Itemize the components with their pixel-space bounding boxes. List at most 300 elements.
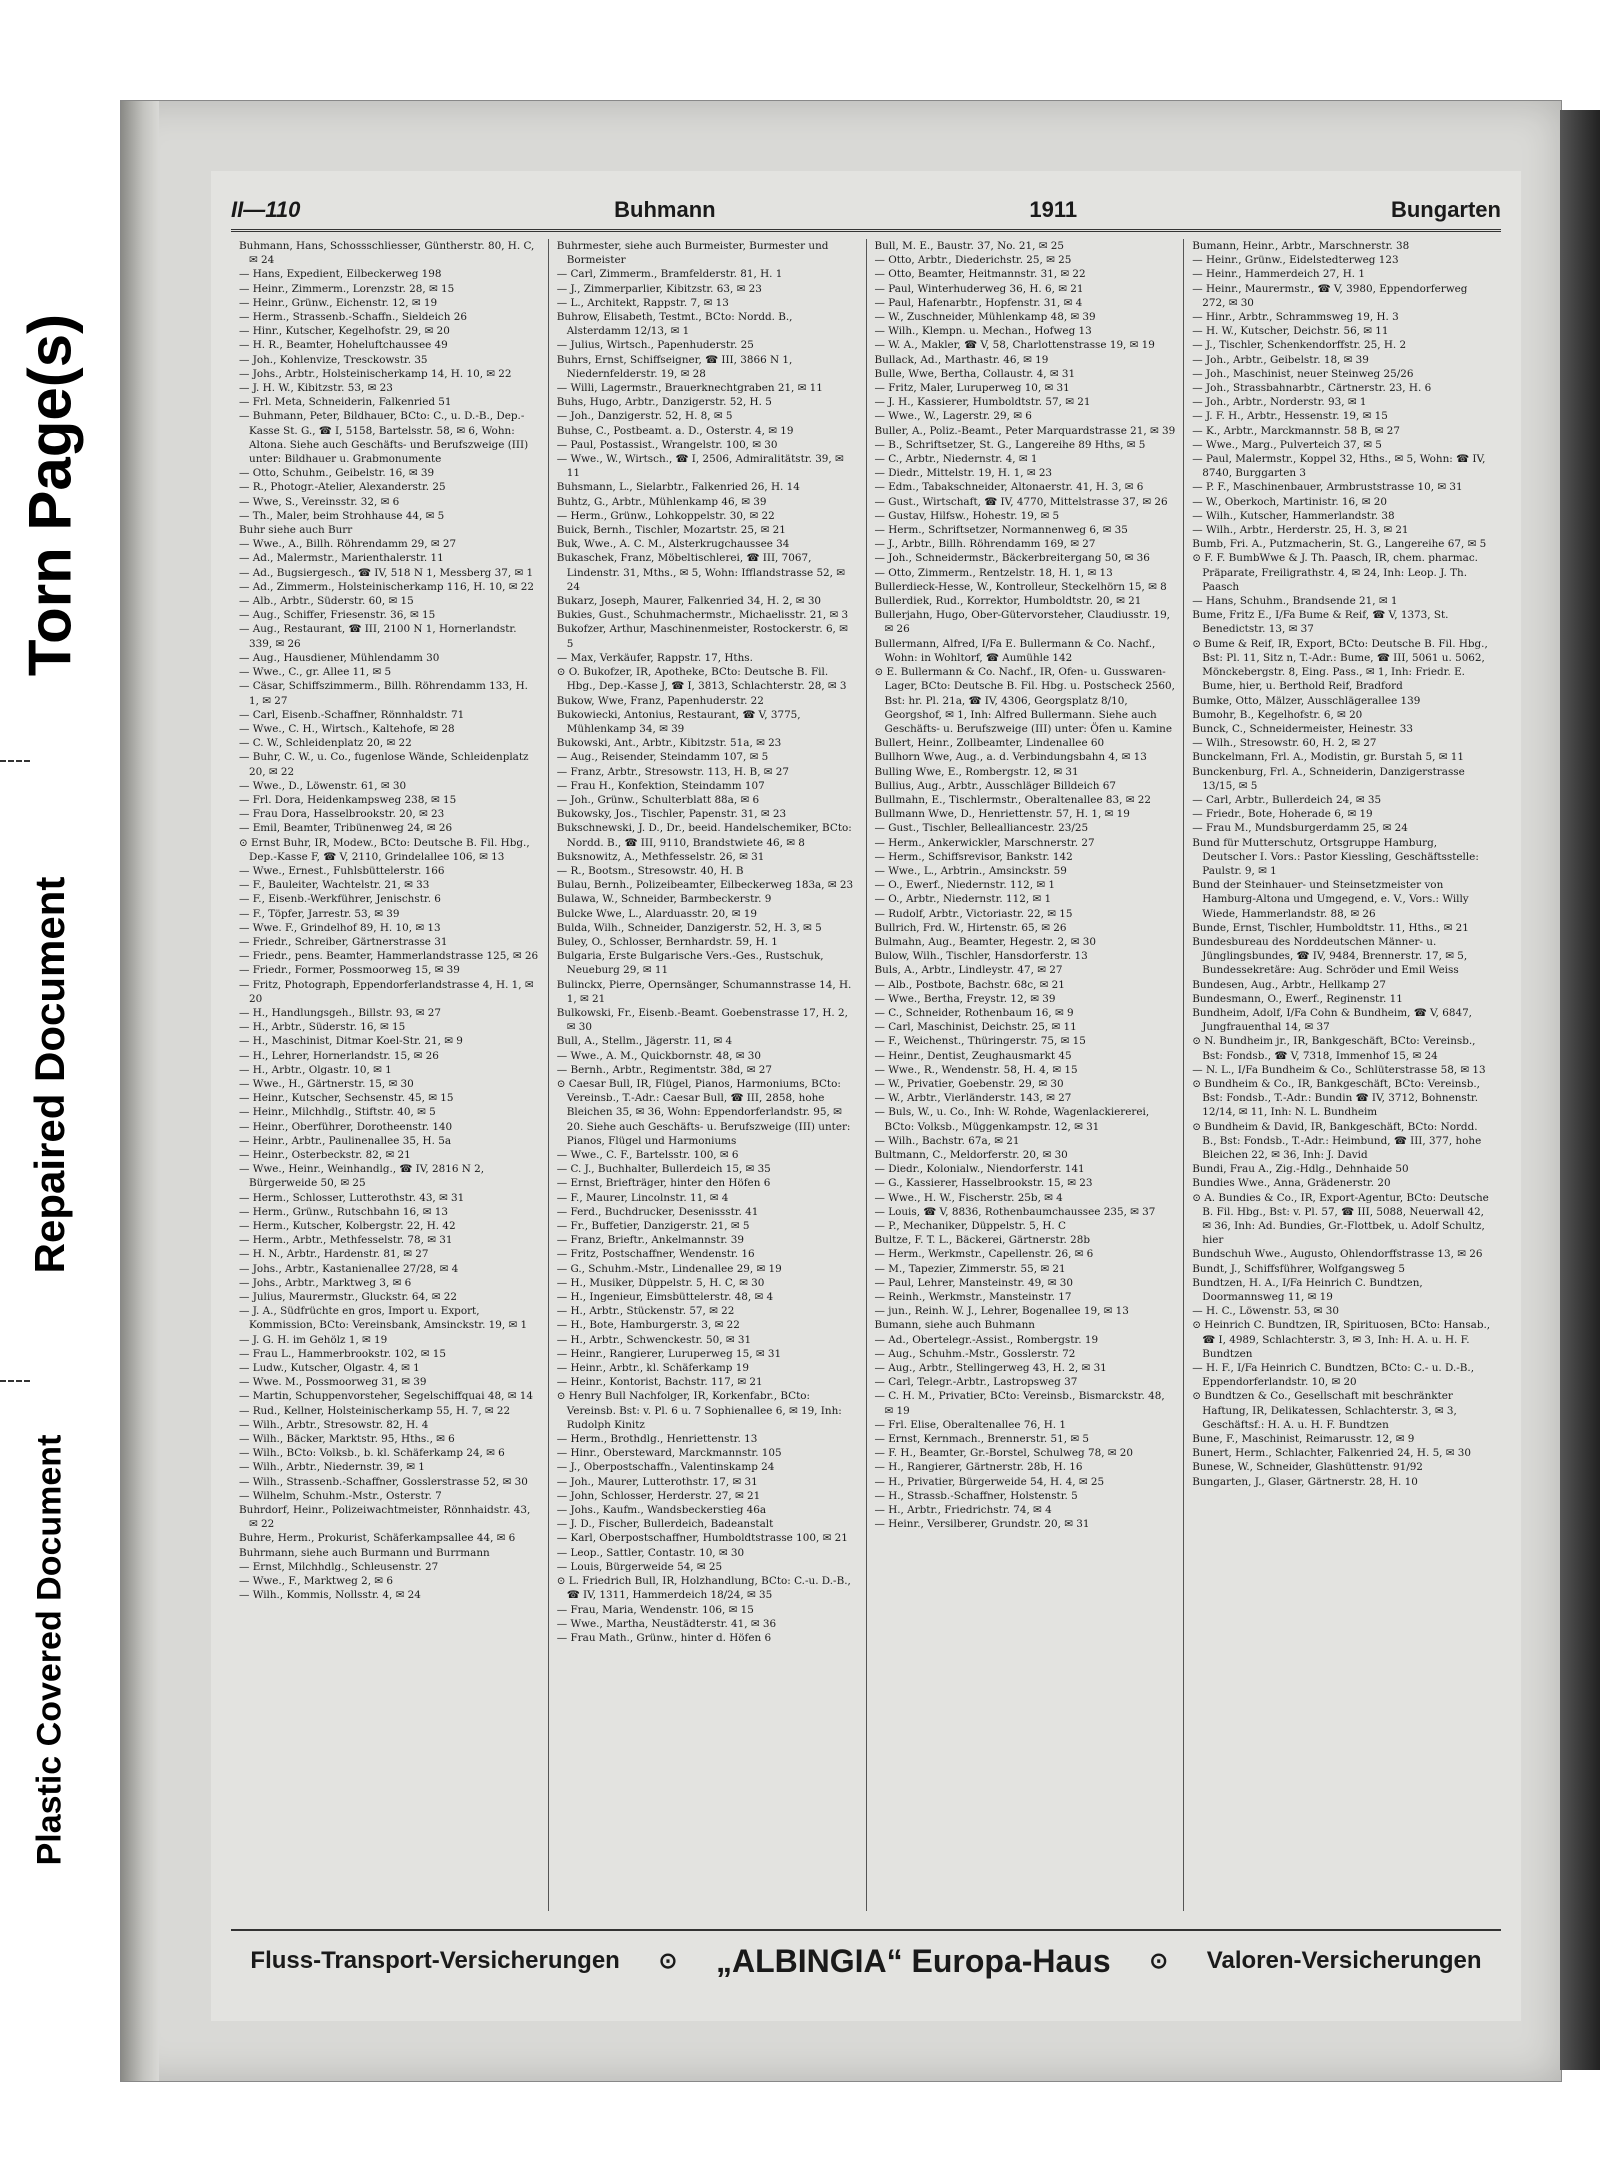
directory-entry: Buhrmester, siehe auch Burmeister, Burmester und Bormeister [556, 240, 829, 267]
directory-entry: ⊙ E. Bullermann & Co. Nachf., IR, Ofen- u. Gusswaren-Lager, BCto: Deutsche B. Fil. Hbg. u. Postscheck 2560, Bst: hr. Pl. 21a, ☎ IV, 4306, Georgsplatz 8/10, Georgshof, ✉ 1, Inh: Alfred Bullermann. Siehe auch Geschäfts- u. Berufszweige (III) unter: Öfen u. Kamine [874, 666, 1175, 735]
torn-pages-label: Torn Page(s) [16, 313, 84, 677]
directory-entry: — Heinr., Arbtr., Paulinenallee 35, H. 5a [239, 1134, 452, 1147]
directory-entry: — Heinr., Grünw., Eidelstedterweg 123 [1192, 254, 1399, 267]
directory-entry: — H., Ingenieur, Eimsbüttelerstr. 48, ✉ 4 [556, 1291, 774, 1304]
directory-entry: Bumann, siehe auch Buhmann [874, 1319, 1035, 1332]
directory-entry: Bultmann, C., Meldorferstr. 20, ✉ 30 [874, 1149, 1068, 1161]
directory-entry: — Johs., Arbtr., Holsteinischerkamp 14, H. 10, ✉ 22 [239, 367, 512, 380]
directory-entry: Buhmann, Hans, Schossschliesser, Güntherstr. 80, H. C, ✉ 24 [239, 240, 535, 267]
directory-entry: Bungarten, J., Glaser, Gärtnerstr. 28, H. 10 [1192, 1475, 1418, 1488]
directory-entry: — J. D., Fischer, Bullerdeich, Badeanstalt [556, 1518, 774, 1531]
directory-entry: — Herm., Strassenb.-Schaffn., Sieldeich 26 [239, 311, 467, 324]
directory-entry: — Wwe., R., Wendenstr. 58, H. 4, ✉ 15 [874, 1063, 1078, 1076]
directory-entry: Buhr siehe auch Burr [239, 524, 353, 537]
directory-entry: — N. L., I/Fa Bundheim & Co., Schlüterstrasse 58, ✉ 13 [1192, 1063, 1486, 1076]
directory-entry: — Wwe., Heinr., Weinhandlg., ☎ IV, 2816 N 2, Bürgerweide 50, ✉ 25 [239, 1163, 485, 1190]
directory-entry: Bundi, Frau A., Zig.-Hdlg., Dehnhaide 50 [1192, 1163, 1409, 1176]
directory-entry: Bunert, Herm., Schlachter, Falkenried 24, H. 5, ✉ 30 [1192, 1447, 1472, 1460]
directory-entry: — Wwe., C. F., Bartelsstr. 100, ✉ 6 [556, 1149, 739, 1161]
directory-entry: — Ludw., Kutscher, Olgastr. 4, ✉ 1 [239, 1362, 420, 1375]
directory-entry: Bullack, Ad., Marthastr. 46, ✉ 19 [874, 353, 1049, 366]
directory-entry: Bumann, Heinr., Arbtr., Marschnerstr. 38 [1192, 240, 1410, 252]
directory-entry: — Hinr., Arbtr., Schrammsweg 19, H. 3 [1192, 311, 1399, 324]
directory-entry: — Frau L., Hammerbrookstr. 102, ✉ 15 [239, 1347, 446, 1360]
directory-entry: — J., Oberpostschaffn., Valentinskamp 24 [556, 1461, 775, 1474]
directory-entry: Bull, A., Stellm., Jägerstr. 11, ✉ 4 [556, 1035, 733, 1048]
directory-entry: — Friedr., Former, Possmoorweg 15, ✉ 39 [239, 964, 460, 977]
directory-entry: Bulle, Wwe, Bertha, Collaustr. 4, ✉ 31 [874, 367, 1076, 380]
directory-entry: — Buls, W., u. Co., Inh: W. Rohde, Wagenlackiererei, BCto: Volksb., Müggenkampstr. 12, ✉ 31 [874, 1106, 1150, 1133]
directory-entry: — H., Arbtr., Olgastr. 10, ✉ 1 [239, 1063, 392, 1076]
directory-entry: — Herm., Schlosser, Lutterothstr. 43, ✉ 31 [239, 1191, 465, 1204]
directory-entry: — Joh., Arbtr., Norderstr. 93, ✉ 1 [1192, 396, 1367, 409]
directory-entry: — C., Arbtr., Niedernstr. 4, ✉ 1 [874, 453, 1038, 466]
directory-entry: — P. F., Maschinenbauer, Armbruststrasse 10, ✉ 31 [1192, 481, 1463, 494]
directory-entry: ⊙ L. Friedrich Bull, IR, Holzhandlung, BCto: C.-u. D.-B., ☎ IV, 1311, Hammerdeich 18/24, ✉ 35 [556, 1575, 851, 1602]
directory-entry: — Franz, Arbtr., Stresowstr. 113, H. B, ✉ 27 [556, 765, 790, 778]
directory-entry: — F., Weichenst., Thüringerstr. 75, ✉ 15 [874, 1035, 1086, 1048]
directory-entry: Bund für Mutterschutz, Ortsgruppe Hamburg, Deutscher I. Vors.: Pastor Kiessling, Geschäftsstelle: Paulstr. 9, ✉ 1 [1192, 836, 1479, 877]
directory-entry: — Wwe, S., Vereinsstr. 32, ✉ 6 [239, 495, 400, 508]
directory-entry: — Joh., Schneidermstr., Bäckerbreitergang 50, ✉ 36 [874, 552, 1150, 565]
directory-entry: Bukschnewski, J. D., Dr., beeid. Handelschemiker, BCto: Nordd. B., ☎ III, 9110, Brandstwiete 46, ✉ 8 [556, 822, 852, 849]
directory-entry: — Gustav, Hilfsw., Hohestr. 19, ✉ 5 [874, 509, 1060, 522]
directory-entry: — Otto, Beamter, Heitmannstr. 31, ✉ 22 [874, 268, 1086, 281]
page-binding [121, 101, 159, 2081]
directory-entry: ⊙ Heinrich C. Bundtzen, IR, Spirituosen, BCto: Hansab., ☎ I, 4989, Schlachterstr. 3, ✉ 3, Inh: H. A. u. H. F. Bundtzen [1192, 1319, 1491, 1360]
directory-entry: — Friedr., Schreiber, Gärtnerstrasse 31 [239, 935, 448, 948]
directory-entry: — Heinr., Rangierer, Luruperweg 15, ✉ 31 [556, 1347, 782, 1360]
directory-column-2 [548, 239, 866, 1911]
directory-entry: Bullermann, Alfred, I/Fa E. Bullermann & Co. Nachf., Wohn: in Wohltorf, ☎ Aumühle 142 [874, 637, 1156, 664]
directory-entry: — Herm., Schriftsetzer, Normannenweg 6, ✉ 35 [874, 524, 1128, 537]
page-footer [231, 1929, 1501, 1991]
directory-entry: Buhsmann, L., Sielarbtr., Falkenried 26, H. 14 [556, 481, 800, 494]
directory-entry: — Herm., Grünw., Lohkoppelstr. 30, ✉ 22 [556, 509, 775, 522]
directory-entry: — Wilh., Klempn. u. Mechan., Hofweg 13 [874, 325, 1092, 338]
directory-entry: — Johs., Kaufm., Wandsbeckerstieg 46a [556, 1504, 767, 1517]
directory-entry: Buhrs, Ernst, Schiffseigner, ☎ III, 3866 N 1, Niedernfelderstr. 19, ✉ 28 [556, 353, 793, 380]
directory-entry: — Max, Verkäufer, Rappstr. 17, Hths. [556, 651, 753, 664]
directory-entry: Buhtz, G., Arbtr., Mühlenkamp 46, ✉ 39 [556, 495, 767, 508]
directory-entry: Bulgaria, Erste Bulgarische Vers.-Ges., Rustschuk, Neueburg 29, ✉ 11 [556, 950, 824, 977]
directory-entry: — C. H. M., Privatier, BCto: Vereinsb., Bismarckstr. 48, ✉ 19 [874, 1390, 1165, 1417]
directory-entry: — Heinr., Kutscher, Sechsenstr. 45, ✉ 15 [239, 1092, 454, 1105]
directory-entry: — Gust., Wirtschaft, ☎ IV, 4770, Mittelstrasse 37, ✉ 26 [874, 495, 1168, 508]
directory-entry: — Hinr., Kutscher, Kegelhofstr. 29, ✉ 20 [239, 325, 450, 338]
directory-entry: — R., Photogr.-Atelier, Alexanderstr. 25 [239, 481, 446, 494]
directory-entry: Bundt, J., Schiffsführer, Wolfgangsweg 5 [1192, 1262, 1405, 1275]
directory-entry: Bundschuh Wwe., Augusto, Ohlendorffstrasse 13, ✉ 26 [1192, 1248, 1483, 1261]
directory-entry: Buhse, C., Postbeamt. a. D., Osterstr. 4, ✉ 19 [556, 424, 794, 437]
directory-entry: ⊙ Bundheim & Co., IR, Bankgeschäft, BCto: Vereinsb., Bst: Fondsb., T.-Adr.: Bundin ☎ IV, 3712, Bohnenstr. 12/14, ✉ 11, Inh: N. L. Bundheim [1192, 1077, 1480, 1119]
plastic-covered-label: Plastic Covered Document [30, 1434, 69, 1866]
directory-entry: Buk, Wwe., A. C. M., Alsterkrugchaussee 34 [556, 538, 790, 551]
directory-entry: — Alb., Arbtr., Süderstr. 60, ✉ 15 [239, 595, 414, 608]
directory-entry: — John, Schlosser, Herderstr. 27, ✉ 21 [556, 1489, 761, 1502]
directory-entry: Bullerjahn, Hugo, Ober-Gütervorsteher, Claudiusstr. 19, ✉ 26 [874, 609, 1170, 636]
directory-entry: — Paul, Malermstr., Koppel 32, Hths., ✉ 5, Wohn: ☎ IV, 8740, Burggarten 3 [1192, 453, 1486, 480]
directory-entry: Bulcke Wwe, L., Alarduasstr. 20, ✉ 19 [556, 907, 757, 920]
directory-entry: — Wwe., A. M., Quickbornstr. 48, ✉ 30 [556, 1049, 761, 1062]
directory-entry: — Joh., Danzigerstr. 52, H. 8, ✉ 5 [556, 410, 733, 423]
directory-entry: Bukofzer, Arthur, Maschinenmeister, Rostockerstr. 6, ✉ 5 [556, 623, 848, 650]
directory-entry: — W. A., Makler, ☎ V, 58, Charlottenstrasse 19, ✉ 19 [874, 339, 1155, 352]
directory-entry: Bukow, Wwe, Franz, Papenhuderstr. 22 [556, 694, 764, 707]
directory-entry: Bulinckx, Pierre, Opernsänger, Schumannstrasse 14, H. 1, ✉ 21 [556, 978, 852, 1005]
adjacent-page-edge [1560, 110, 1600, 2070]
directory-entry: — Wwe., H. W., Fischerstr. 25b, ✉ 4 [874, 1191, 1063, 1204]
directory-entry: — Wwe., Bertha, Freystr. 12, ✉ 39 [874, 992, 1056, 1005]
directory-entry: — Friedr., Bote, Hoherade 6, ✉ 19 [1192, 808, 1373, 821]
directory-entry: — Johs., Arbtr., Kastanienallee 27/28, ✉ 4 [239, 1262, 459, 1275]
directory-entry: Bund der Steinhauer- und Steinsetzmeister von Hamburg-Altona und Umgegend, e. V., Vors.: Willy Wiede, Hammerlandstr. 88, ✉ 26 [1192, 879, 1469, 920]
directory-entry: — Rudolf, Arbtr., Victoriastr. 22, ✉ 15 [874, 907, 1073, 920]
directory-entry: — P., Mechaniker, Düppelstr. 5, H. C [874, 1220, 1066, 1233]
directory-entry: Buhrow, Elisabeth, Testmt., BCto: Nordd. B., Alsterdamm 12/13, ✉ 1 [556, 311, 793, 338]
directory-entry: — Heinr., Versilberer, Grundstr. 20, ✉ 31 [874, 1518, 1090, 1531]
directory-entry: — Herm., Ankerwickler, Marschnerstr. 27 [874, 836, 1095, 849]
directory-entry: — Joh., Maschinist, neuer Steinweg 25/26 [1192, 367, 1414, 380]
directory-entry: — Hans, Schuhm., Brandsende 21, ✉ 1 [1192, 595, 1398, 608]
directory-entry: — R., Bootsm., Stresowstr. 40, H. B [556, 864, 744, 877]
directory-entry: Buhrdorf, Heinr., Polizeiwachtmeister, Rönnhaidstr. 43, ✉ 22 [239, 1504, 531, 1531]
directory-entry: — Willi, Lagermstr., Brauerknechtgraben 21, ✉ 11 [556, 382, 823, 395]
directory-entry: — Frau, Maria, Wendenstr. 106, ✉ 15 [556, 1603, 754, 1616]
directory-entry: — C. W., Schleidenplatz 20, ✉ 22 [239, 737, 412, 750]
directory-entry: — Ad., Obertelegr.-Assist., Rombergstr. 19 [874, 1333, 1099, 1346]
directory-entry: — Frl. Dora, Heidenkampsweg 238, ✉ 15 [239, 793, 457, 806]
directory-entry: Bukowsky, Jos., Tischler, Papenstr. 31, ✉ 23 [556, 808, 787, 821]
directory-entry: — H., Handlungsgeh., Billstr. 93, ✉ 27 [239, 1006, 441, 1019]
scanned-page [120, 100, 1562, 2082]
directory-entry: Buller, A., Poliz.-Beamt., Peter Marquardstrasse 21, ✉ 39 [874, 424, 1176, 437]
directory-entry: — Hinr., Obersteward, Marckmannstr. 105 [556, 1447, 782, 1460]
directory-entry: — H., Strassb.-Schaffner, Holstenstr. 5 [874, 1489, 1078, 1502]
directory-entry: — H. R., Beamter, Hoheluftchaussee 49 [239, 339, 448, 352]
footer-right-ad: Valoren-Versicherungen [1206, 1947, 1482, 1974]
directory-entry: Buley, O., Schlosser, Bernhardstr. 59, H. 1 [556, 935, 778, 948]
directory-entry: Bundesmann, O., Ewerf., Reginenstr. 11 [1192, 992, 1403, 1005]
directory-entry: — Friedr., pens. Beamter, Hammerlandstrasse 125, ✉ 26 [239, 950, 539, 963]
directory-entry: Bulow, Wilh., Tischler, Hansdorferstr. 13 [874, 950, 1088, 963]
directory-entry: Bullius, Aug., Arbtr., Ausschläger Billdeich 67 [874, 779, 1116, 792]
directory-entry: ⊙ Caesar Bull, IR, Flügel, Pianos, Harmoniums, BCto: Vereinsb., T.-Adr.: Caesar Bull, ☎ III, 2858, hohe Bleichen 35, ✉ 36, Wohn: Eppendorferlandstr. 95, ✉ 20. Siehe auch Geschäfts- u. Berufszweige (III) unter: Pianos, Flügel und Harmoniums [556, 1077, 851, 1147]
directory-entry: — W., Zuschneider, Mühlenkamp 48, ✉ 39 [874, 311, 1096, 324]
directory-entry: — Wwe. F., Grindelhof 89, H. 10, ✉ 13 [239, 921, 441, 934]
directory-entry: — Reinh., Werkmstr., Mansteinstr. 17 [874, 1291, 1072, 1304]
directory-entry: Bulling Wwe, E., Rombergstr. 12, ✉ 31 [874, 765, 1079, 778]
directory-entry: — Johs., Arbtr., Marktweg 3, ✉ 6 [239, 1276, 412, 1289]
directory-entry: — Frl. Elise, Oberaltenallee 76, H. 1 [874, 1418, 1066, 1431]
directory-entry: — Aug., Schuhm.-Mstr., Gosslerstr. 72 [874, 1347, 1076, 1360]
directory-entry: — Heinr., Grünw., Eichenstr. 12, ✉ 19 [239, 296, 438, 309]
directory-entry: Bulau, Bernh., Polizeibeamter, Eilbeckerweg 183a, ✉ 23 [556, 879, 854, 892]
directory-entry: — Leop., Sattler, Contastr. 10, ✉ 30 [556, 1546, 745, 1559]
directory-entry: — L., Architekt, Rappstr. 7, ✉ 13 [556, 296, 729, 309]
directory-entry: — Joh., Kohlenvize, Tresckowstr. 35 [239, 353, 428, 366]
directory-entry: — Wwe., C. H., Wirtsch., Kaltehofe, ✉ 28 [239, 722, 455, 735]
directory-entry: — M., Tapezier, Zimmerstr. 55, ✉ 21 [874, 1262, 1066, 1275]
directory-entry: — Heinr., Kontorist, Bachstr. 117, ✉ 21 [556, 1376, 763, 1389]
directory-entry: — Alb., Postbote, Bachstr. 68c, ✉ 21 [874, 978, 1065, 991]
directory-entry: Bukowiecki, Antonius, Restaurant, ☎ V, 3775, Mühlenkamp 34, ✉ 39 [556, 708, 801, 735]
directory-entry: — Gust., Tischler, Bellealliancestr. 23/25 [874, 822, 1089, 835]
directory-entry: Bulkowski, Fr., Eisenb.-Beamt. Goebenstrasse 17, H. 2, ✉ 30 [556, 1006, 848, 1034]
directory-entry: Bullmahn, E., Tischlermstr., Oberaltenallee 83, ✉ 22 [874, 793, 1151, 806]
directory-entry: — Wwe., C., gr. Allee 11, ✉ 5 [239, 666, 392, 679]
directory-entry: Bundesen, Aug., Arbtr., Hellkamp 27 [1192, 978, 1387, 991]
directory-entry: Bumohr, B., Kegelhofstr. 6, ✉ 20 [1192, 708, 1363, 721]
directory-entry: — Ferd., Buchdrucker, Desenissstr. 41 [556, 1205, 759, 1218]
directory-entry: Bundtzen, H. A., I/Fa Heinrich C. Bundtzen, Doormannsweg 11, ✉ 19 [1192, 1276, 1423, 1304]
directory-entry: — G., Schuhm.-Mstr., Lindenallee 29, ✉ 19 [556, 1262, 782, 1275]
directory-entry: — Wwe., Marg., Pulverteich 37, ✉ 5 [1192, 438, 1382, 451]
directory-entry: — Aug., Arbtr., Stellingerweg 43, H. 2, ✉ 31 [874, 1362, 1107, 1375]
directory-entry: — Herm., Arbtr., Methfesselstr. 78, ✉ 31 [239, 1234, 453, 1247]
directory-entry: — Heinr., Osterbeckstr. 82, ✉ 21 [239, 1149, 411, 1161]
directory-entry: — Wilh., Kommis, Nollsstr. 4, ✉ 24 [239, 1589, 421, 1602]
directory-entry: ⊙ A. Bundies & Co., IR, Export-Agentur, BCto: Deutsche B. Fil. Hbg., Bst: v. Pl. 57, ☎ III, 5088, Neuerwall 42, ✉ 36, Inh: Ad. Bundies, Gr.-Flottbek, u. Adolf Schultz, hier [1192, 1191, 1489, 1247]
directory-entry: — W., Oberkoch, Martinistr. 16, ✉ 20 [1192, 495, 1387, 508]
directory-entry: — F., Bauleiter, Wachtelstr. 21, ✉ 33 [239, 879, 430, 892]
directory-entry: — Franz, Brieftr., Ankelmannstr. 39 [556, 1234, 744, 1247]
directory-entry: — Bernh., Arbtr., Regimentstr. 38d, ✉ 27 [556, 1063, 772, 1076]
directory-entry: — Carl, Eisenb.-Schaffner, Rönnhaldstr. 71 [239, 708, 465, 721]
directory-entry: — Otto, Zimmerm., Rentzelstr. 18, H. 1, ✉ 13 [874, 566, 1113, 579]
directory-entry: ⊙ Bume & Reif, IR, Export, BCto: Deutsche B. Fil. Hbg., Bst: Pl. 11, Sitz n, T.-Adr.: Bume, ☎ III, 5061 u. 5062, Mönckebergstr. 8, Eing. Pass., ✉ 1, Inh: Friedr. E. Bume, hier, u. Berthold Reif, Bradford [1192, 637, 1488, 693]
directory-entry: — Aug., Hausdiener, Mühlendamm 30 [239, 651, 440, 664]
directory-entry: — J., Arbtr., Billh. Röhrendamm 169, ✉ 27 [874, 538, 1096, 551]
footer-bullet: ⊙ [658, 1948, 678, 1973]
directory-entry: — J. G. H. im Gehölz 1, ✉ 19 [239, 1333, 388, 1346]
directory-entry: — Diedr., Mittelstr. 19, H. 1, ✉ 23 [874, 467, 1053, 480]
directory-entry: — Heinr., Hammerdeich 27, H. 1 [1192, 268, 1366, 281]
directory-entry: — Ernst, Kernmach., Brennerstr. 51, ✉ 5 [874, 1433, 1089, 1446]
directory-column-3 [866, 239, 1184, 1911]
directory-entry: Buhre, Herm., Prokurist, Schäferkampsallee 44, ✉ 6 [239, 1532, 516, 1545]
directory-entry: — Hans, Expedient, Eilbeckerweg 198 [239, 268, 442, 281]
directory-entry: Bultze, F. T. L., Bäckerei, Gärtnerstr. 28b [874, 1234, 1090, 1247]
directory-entry: Bullert, Heinr., Zollbeamter, Lindenallee 60 [874, 737, 1105, 750]
directory-entry: — H., Arbtr., Schwenckestr. 50, ✉ 31 [556, 1333, 752, 1346]
directory-entry: — Herm., Schiffsrevisor, Bankstr. 142 [874, 850, 1073, 863]
directory-entry: Bume, Fritz E., I/Fa Bume & Reif, ☎ V, 1373, St. Benedictstr. 13, ✉ 37 [1192, 609, 1449, 636]
directory-entry: — Herm., Kutscher, Kolbergstr. 22, H. 42 [239, 1220, 456, 1233]
header-last-word: Bungarten [1390, 197, 1501, 222]
directory-entry: Bulmahn, Aug., Beamter, Hegestr. 2, ✉ 30 [874, 935, 1096, 948]
directory-entry: — Martin, Schuppenvorsteher, Segelschiffquai 48, ✉ 14 [239, 1390, 533, 1403]
directory-entry: — B., Schriftsetzer, St. G., Langereihe 89 Hths, ✉ 5 [874, 438, 1146, 451]
directory-entry: — J., Tischler, Schenkendorffstr. 25, H. 2 [1192, 339, 1407, 352]
directory-entry: — Wwe., A., Billh. Röhrendamm 29, ✉ 27 [239, 538, 457, 551]
directory-entry: — Otto, Arbtr., Diederichstr. 25, ✉ 25 [874, 254, 1072, 267]
directory-entry: — J. A., Südfrüchte en gros, Import u. Export, Kommission, BCto: Vereinsbank, Amsinckstr. 19, ✉ 1 [239, 1305, 528, 1332]
directory-entry: — Wwe., F., Marktweg 2, ✉ 6 [239, 1575, 393, 1588]
directory-entry: — Karl, Oberpostschaffner, Humboldtstrasse 100, ✉ 21 [556, 1532, 848, 1545]
directory-entry: — Louis, ☎ V, 8836, Rothenbaumchaussee 235, ✉ 37 [874, 1205, 1156, 1218]
directory-entry: — H., Privatier, Bürgerweide 54, H. 4, ✉ 25 [874, 1475, 1105, 1488]
directory-entry: Bukarz, Joseph, Maurer, Falkenried 34, H. 2, ✉ 30 [556, 595, 822, 608]
directory-entry: — Wilh., Arbtr., Niedernstr. 39, ✉ 1 [239, 1461, 425, 1474]
directory-entry: Bunese, W., Schneider, Glashüttenstr. 91/92 [1192, 1461, 1423, 1474]
footer-center-ad: „ALBINGIA“ Europa-Haus [715, 1942, 1111, 1979]
directory-entry: — Emil, Beamter, Tribünenweg 24, ✉ 26 [239, 822, 453, 835]
directory-entry: Bullerdieck-Hesse, W., Kontrolleur, Steckelhörn 15, ✉ 8 [874, 580, 1167, 593]
directory-entry: — Heinr., Maurermstr., ☎ V, 3980, Eppendorferweg 272, ✉ 30 [1192, 282, 1468, 309]
directory-entry: Buls, A., Arbtr., Lindleystr. 47, ✉ 27 [874, 964, 1063, 977]
directory-column-1 [231, 239, 548, 1911]
directory-entry: Bukies, Gust., Schuhmachermstr., Michaelisstr. 21, ✉ 3 [556, 609, 849, 622]
directory-entry: — Joh., Grünw., Schulterblatt 88a, ✉ 6 [556, 793, 760, 806]
directory-entry: — Fritz, Maler, Luruperweg 10, ✉ 31 [874, 382, 1070, 395]
directory-entry: — G., Kassierer, Hasselbrookstr. 15, ✉ 23 [874, 1177, 1093, 1190]
directory-entry: ⊙ Bundtzen & Co., Gesellschaft mit beschränkter Haftung, IR, Delikatessen, Schlachterstr. 3, ✉ 3, Geschäftsf.: H. A. u. H. F. Bundtzen [1192, 1390, 1457, 1431]
directory-entry: — Julius, Wirtsch., Papenhuderstr. 25 [556, 339, 754, 352]
directory-entry: — Frl. Meta, Schneiderin, Falkenried 51 [239, 396, 452, 409]
directory-entry: — Edm., Tabakschneider, Altonaerstr. 41, H. 3, ✉ 6 [874, 481, 1144, 494]
directory-entry: — H. C., Löwenstr. 53, ✉ 30 [1192, 1305, 1339, 1318]
directory-entry: Bullhorn Wwe, Aug., a. d. Verbindungsbahn 4, ✉ 13 [874, 751, 1147, 764]
directory-entry: — W., Arbtr., Vierländerstr. 143, ✉ 27 [874, 1092, 1072, 1105]
directory-entry: — Carl, Zimmerm., Bramfelderstr. 81, H. 1 [556, 268, 783, 281]
directory-column-4 [1183, 239, 1501, 1911]
directory-entry: Bulawa, W., Schneider, Barmbeckerstr. 9 [556, 893, 772, 906]
directory-entry: — H., Musiker, Düppelstr. 5, H. C, ✉ 30 [556, 1276, 765, 1289]
directory-entry: — Rud., Kellner, Holsteinischerkamp 55, H. 7, ✉ 22 [239, 1404, 511, 1417]
side-labels [0, 0, 100, 2177]
directory-entry: Bullmann Wwe, D., Henriettenstr. 57, H. 1, ✉ 19 [874, 808, 1130, 821]
directory-entry: — F., Eisenb.-Werkführer, Jenischstr. 6 [239, 893, 441, 906]
directory-entry: Buhs, Hugo, Arbtr., Danzigerstr. 52, H. 5 [556, 396, 772, 409]
directory-entry: — H., Lehrer, Hornerlandstr. 15, ✉ 26 [239, 1049, 439, 1062]
separator-dash [0, 1380, 30, 1382]
directory-entry: — Wwe. M., Possmoorweg 31, ✉ 39 [239, 1376, 427, 1389]
directory-entry: — Herm., Grünw., Rutschbahn 16, ✉ 13 [239, 1205, 448, 1218]
directory-columns [231, 239, 1501, 1911]
directory-entry: — Wilh., Arbtr., Stresowstr. 82, H. 4 [239, 1418, 429, 1431]
page-number: II—110 [231, 197, 301, 222]
directory-entry: — Wilh., Strassenb.-Schaffner, Gosslerstrasse 52, ✉ 30 [239, 1475, 528, 1488]
directory-entry: Bune, F., Maschinist, Reimarusstr. 12, ✉ 9 [1192, 1433, 1415, 1446]
directory-entry: — Heinr., Zimmerm., Lorenzstr. 28, ✉ 15 [239, 282, 455, 295]
directory-entry: — Wilhelm, Schuhm.-Mstr., Osterstr. 7 [239, 1489, 442, 1502]
directory-entry: Bukaschek, Franz, Möbeltischlerei, ☎ III, 7067, Lindenstr. 31, Mths., ✉ 5, Wohn: Ifflandstrasse 52, ✉ 24 [556, 552, 845, 593]
directory-entry: — J. H. W., Kibitzstr. 53, ✉ 23 [239, 382, 393, 395]
directory-entry: — F., Maurer, Lincolnstr. 11, ✉ 4 [556, 1191, 729, 1204]
directory-entry: Bundesbureau des Norddeutschen Männer- u. Jünglingsbundes, ☎ IV, 9484, Brennerstr. 17, ✉ 5, Bundessekretäre: Aug. Schröder und Emil Weiss [1192, 935, 1468, 977]
directory-entry: — Cäsar, Schiffszimmerm., Billh. Röhrendamm 133, H. 1, ✉ 27 [239, 680, 528, 707]
directory-entry: — H. N., Arbtr., Hardenstr. 81, ✉ 27 [239, 1248, 429, 1261]
directory-entry: — C. J., Buchhalter, Bullerdeich 15, ✉ 35 [556, 1163, 771, 1176]
directory-entry: ⊙ Henry Bull Nachfolger, IR, Korkenfabr., BCto: Vereinsb. Bst: v. Pl. 6 u. 7 Sophienallee 6, ✉ 19, Inh: Rudolph Kinitz [556, 1390, 842, 1431]
directory-entry: — Julius, Maurermstr., Gluckstr. 64, ✉ 22 [239, 1291, 457, 1304]
directory-entry: — C., Schneider, Rothenbaum 16, ✉ 9 [874, 1006, 1074, 1019]
directory-entry: — Aug., Restaurant, ☎ III, 2100 N 1, Hornerlandstr. 339, ✉ 26 [239, 623, 517, 650]
directory-entry: — Frau Math., Grünw., hinter d. Höfen 6 [556, 1631, 772, 1644]
directory-entry: ⊙ O. Bukofzer, IR, Apotheke, BCto: Deutsche B. Fil. Hbg., Dep.-Kasse J, ☎ I, 3813, Schlachterstr. 28, ✉ 3 [556, 666, 847, 693]
directory-entry: — Paul, Lehrer, Mansteinstr. 49, ✉ 30 [874, 1276, 1074, 1289]
directory-entry: Buhrmann, siehe auch Burmann und Burrmann [239, 1546, 490, 1559]
directory-entry: — H., Arbtr., Stückenstr. 57, ✉ 22 [556, 1305, 735, 1318]
directory-entry: — Otto, Schuhm., Geibelstr. 16, ✉ 39 [239, 467, 435, 480]
directory-entry: — Aug., Reisender, Steindamm 107, ✉ 5 [556, 751, 769, 764]
directory-entry: — Ad., Bugsiergesch., ☎ IV, 518 N 1, Messberg 37, ✉ 1 [239, 566, 534, 579]
directory-entry: — Heinr., Dentist, Zeughausmarkt 45 [874, 1049, 1072, 1062]
directory-entry: — H., Arbtr., Friedrichstr. 74, ✉ 4 [874, 1504, 1052, 1517]
directory-entry: Bull, M. E., Baustr. 37, No. 21, ✉ 25 [874, 240, 1064, 252]
directory-entry: — Wwe., L., Arbtrin., Amsinckstr. 59 [874, 864, 1067, 877]
footer-left-ad: Fluss-Transport-Versicherungen [250, 1947, 620, 1974]
directory-entry: — J. F. H., Arbtr., Hessenstr. 19, ✉ 15 [1192, 410, 1388, 423]
directory-entry: Bunck, C., Schneidermeister, Heinestr. 33 [1192, 722, 1413, 735]
directory-entry: — H., Bote, Hamburgerstr. 3, ✉ 22 [556, 1319, 740, 1332]
directory-entry: ⊙ F. F. BumbWwe & J. Th. Paasch, IR, chem. pharmac. Präparate, Freiligrathstr. 4, ✉ 24, Inh: Leop. J. Th. Paasch [1192, 552, 1478, 593]
directory-entry: Bulda, Wilh., Schneider, Danzigerstr. 52, H. 3, ✉ 5 [556, 921, 822, 934]
directory-entry: — Joh., Maurer, Lutterothstr. 17, ✉ 31 [556, 1475, 758, 1488]
directory-entry: — Wwe., Ernest., Fuhlsbüttelerstr. 166 [239, 864, 445, 877]
directory-entry: — Paul, Winterhuderweg 36, H. 6, ✉ 21 [874, 282, 1084, 295]
directory-entry: — Heinr., Oberführer, Dorotheenstr. 140 [239, 1120, 453, 1133]
directory-entry: ⊙ Bundheim & David, IR, Bankgeschäft, BCto: Nordd. B., Bst: Fondsb., T.-Adr.: Heimbund, ☎ III, 377, hohe Bleichen 22, ✉ 36, Inh: J. David [1192, 1120, 1482, 1161]
directory-entry: — J., Zimmerparlier, Kibitzstr. 63, ✉ 23 [556, 282, 762, 295]
directory-entry: — H., Arbtr., Süderstr. 16, ✉ 15 [239, 1021, 406, 1034]
directory-entry: — H. F., I/Fa Heinrich C. Bundtzen, BCto: C.- u. D.-B., Eppendorferlandstr. 10, ✉ 20 [1192, 1362, 1475, 1389]
directory-entry: Bundheim, Adolf, I/Fa Cohn & Bundheim, ☎ V, 6847, Jungfrauenthal 14, ✉ 37 [1192, 1006, 1472, 1034]
directory-entry: — H., Maschinist, Ditmar Koel-Str. 21, ✉ 9 [239, 1035, 463, 1048]
directory-entry: — Th., Maler, beim Strohhause 44, ✉ 5 [239, 509, 445, 522]
directory-entry: Bukowski, Ant., Arbtr., Kibitzstr. 51a, ✉ 23 [556, 737, 782, 750]
directory-entry: — Wwe., H., Gärtnerstr. 15, ✉ 30 [239, 1077, 414, 1090]
separator-dash [0, 760, 30, 762]
page-header [231, 181, 1501, 232]
directory-entry: — Joh., Strassbahnarbtr., Cärtnerstr. 23, H. 6 [1192, 382, 1432, 395]
directory-entry: — Frau M., Mundsburgerdamm 25, ✉ 24 [1192, 822, 1408, 835]
directory-entry: Bunckelmann, Frl. A., Modistin, gr. Burstah 5, ✉ 11 [1192, 751, 1464, 764]
directory-entry: — Diedr., Kolonialw., Niendorferstr. 141 [874, 1163, 1085, 1176]
directory-entry: — jun., Reinh. W. J., Lehrer, Bogenallee 19, ✉ 13 [874, 1305, 1129, 1318]
directory-entry: — Frau Dora, Hasselbrookstr. 20, ✉ 23 [239, 808, 445, 821]
repaired-document-label: Repaired Document [26, 876, 73, 1274]
directory-entry: — Fr., Buffetier, Danzigerstr. 21, ✉ 5 [556, 1220, 750, 1233]
directory-entry: — Wilh., Arbtr., Herderstr. 25, H. 3, ✉ 21 [1192, 524, 1409, 537]
directory-entry: Bullrich, Frd. W., Hirtenstr. 65, ✉ 26 [874, 921, 1067, 934]
directory-entry: — Herm., Werkmstr., Capellenstr. 26, ✉ 6 [874, 1248, 1094, 1261]
directory-entry: — Frau H., Konfektion, Steindamm 107 [556, 779, 765, 792]
directory-entry: Buksnowitz, A., Methfesselstr. 26, ✉ 31 [556, 850, 765, 863]
directory-entry: — Fritz, Photograph, Eppendorferlandstrasse 4, H. 1, ✉ 20 [239, 978, 534, 1005]
directory-entry: Bumke, Otto, Mälzer, Ausschlägerallee 139 [1192, 694, 1421, 707]
directory-entry: — O., Ewerf., Niedernstr. 112, ✉ 1 [874, 879, 1056, 892]
directory-entry: — Wwe., Martha, Neustädterstr. 41, ✉ 36 [556, 1617, 777, 1630]
directory-entry: — Wilh., BCto: Volksb., b. kl. Schäferkamp 24, ✉ 6 [239, 1447, 505, 1460]
directory-entry: — Buhmann, Peter, Bildhauer, BCto: C., u. D.-B., Dep.-Kasse St. G., ☎ I, 5158, Bartelsstr. 58, ✉ 6, Wohn: Altona. Siehe auch Geschäfts- und Berufszweige (III) unter: Bildhauer u. Grabmonumente [239, 410, 529, 466]
directory-entry: — F. H., Beamter, Gr.-Borstel, Schulweg 78, ✉ 20 [874, 1447, 1134, 1460]
directory-entry: Bullerdiek, Rud., Korrektor, Humboldtstr. 20, ✉ 21 [874, 595, 1142, 608]
directory-entry: — F., Töpfer, Jarrestr. 53, ✉ 39 [239, 907, 400, 920]
directory-entry: — Wwe., W., Wirtsch., ☎ I, 2506, Admiralitätstr. 39, ✉ 11 [556, 453, 844, 480]
directory-entry: — H. W., Kutscher, Deichstr. 56, ✉ 11 [1192, 325, 1389, 338]
directory-entry: — Paul, Postassist., Wrangelstr. 100, ✉ 30 [556, 438, 778, 451]
page-content [211, 171, 1521, 2021]
directory-entry: — Wilh., Bäcker, Marktstr. 95, Hths., ✉ 6 [239, 1433, 455, 1446]
directory-entry: — K., Arbtr., Marckmannstr. 58 B, ✉ 27 [1192, 424, 1400, 437]
directory-entry: — Buhr, C. W., u. Co., fugenlose Wände, Schleidenplatz 20, ✉ 22 [239, 751, 529, 778]
directory-entry: — Paul, Hafenarbtr., Hopfenstr. 31, ✉ 4 [874, 296, 1083, 309]
directory-entry: — Joh., Arbtr., Geibelstr. 18, ✉ 39 [1192, 353, 1369, 366]
directory-entry: — Ernst, Briefträger, hinter den Höfen 6 [556, 1177, 771, 1190]
directory-entry: Buick, Bernh., Tischler, Mozartstr. 25, ✉ 21 [556, 524, 786, 537]
